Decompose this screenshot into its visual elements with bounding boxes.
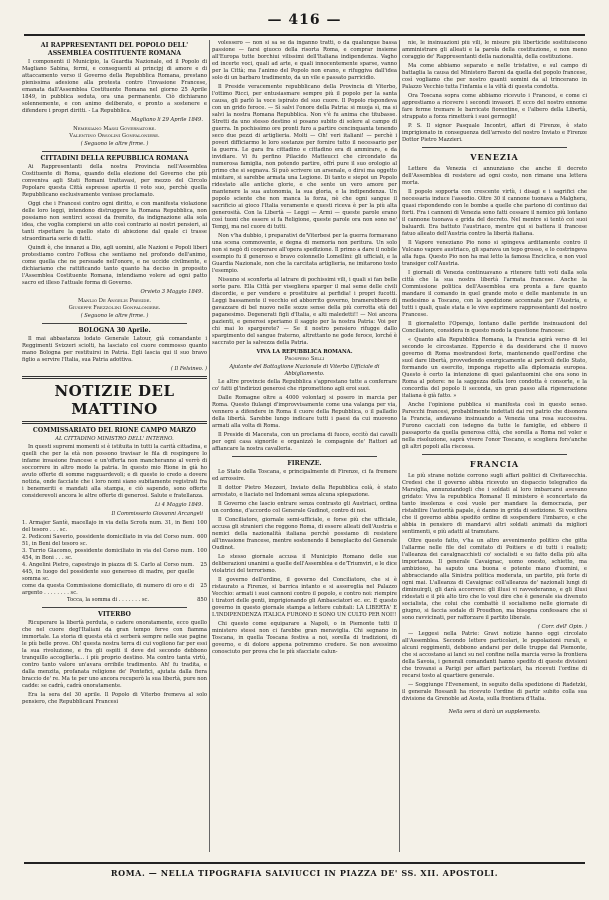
donor: 2. Pediconi Saverio, possidente domiciliato in via del Corso num. 51, in Beni del tesoro sc. [22, 534, 195, 547]
paragraph: Chi questo come equiparare a Napoli, o in Piemonte tutti il ministero stessi non ci farebbe gran meraviglia. Chi segnano in Toscana, in quella Toscana festiva a noi, sorella di tradizioni, di governo, e di dolore appena potremmo credere. Se non avessimo conosciuto per prova che le più sfacciate calun- [212, 621, 397, 655]
table-row [22, 548, 207, 562]
paragraph: Il popolo sopporta con crescente virtù, i disagi e i sagrifici che necessaria induce l'assedio. Oltre 30 il cannone tuonava a Malghera, quasi rispondendo con le bombe a quelle che partono di continuo dai forti. Fra i cannoni di Venezia sono fatti cessare il nemico più lontano il cannone tuonava e grida del decreto. Nel mentre si tentò coi suoi baluardi. Era battuto l'austriaco, mentre qui si battera il francese fatuo alleato dell'Austria contro la libertà italiana. [402, 189, 587, 237]
paragraph: Non v'ha dubbio, i preparativi de'Viterbesi per la guerra formavano una scena commovente, e degna di memoria non peritura. Un solo non si negò di cooperare all'opera spedizione. Il primo a dare il nobile esempio fu il generoso e bravo colonnello Lomellini: gli ufficiali, e la Guardia Nazionale, non che la carcitata artiglieria, ne imitarono tosto l'esempio. [212, 233, 397, 274]
donor: 4. Angelini Pietro, capestrajo in piazza di S. Carlo al Corso num. 445, in luogo del possidente suo generoso di madre, per quelle somma sc. [22, 562, 195, 582]
paragraph: In questi supremi momenti si è istituita in tutti la carità cittadina, e quelli che per la età non possono travisar le fila di respingere lo infame invasione francese e un'offerta non mancheranno al verrò di soccorrere in altro modo la patria. In questo mio Rione in già ho avuto offerte di somme ragguardevoli; e di queste io credo a dovere notizia, onde facciate che i loro nomi siano subitamente registrati fra i benemeriti e mandati alla stampa, e ciò sapendo, sono offerte considerevoli ancora le altre offerte di generosi. Salute e fratellanza. [22, 444, 207, 499]
signature: Prospero Selli [284, 356, 325, 362]
signature: Giuseppe Frezzolini Gonfaloniere. [68, 305, 161, 311]
headline: COMMISSARIATO DEL RIONE CAMPO MARZO [32, 427, 197, 434]
paragraph: Ai Rappresentanti della nostra Provincia nell'Assemblea Costituente di Roma, quando della elezione del Governo che più conveniva agli Stati Romani trattavasi, per mezzo del Circolo Popolare questa Città espresse apertis il voto suo, perchè quella Repubblicano esclusivamente venisse proclamato. [22, 164, 207, 198]
table-row [22, 520, 207, 534]
subheadline: AL CITTADINO MINISTRO DELL' INTERNO. [55, 436, 174, 442]
separator [22, 376, 207, 379]
follow-note: ( Seguono le altre firme. ) [80, 141, 149, 147]
paragraph: Il giornaletto l'Operajo, lontano dalle perfide insinuazioni del Conciliatore, considera in questo modo la questione francese: [402, 321, 587, 334]
total-label: Tocca, la somma di . . . . . . . sc. [67, 597, 150, 603]
dateline: Magliano li 29 Aprile 1849. [131, 117, 203, 123]
table-row [22, 562, 207, 583]
paragraph: — Leggesi nella Patrie: Gravi notizie hanno oggi circolato all'Assemblea. Secondo lettere particolari, le popolazioni rurali, e alcuni reggimenti, debbono andarsi per delle truppe dal Piemonte, che si accostano ai lanci su nel confine nella marcia verso la frontiera della Savoia, i generali comandanti hanno spedito di queste divisioni che trovansi a Parigi per affari particolari, ha ricevuti l'ordine di recarsi tosto al quartiere generale. [402, 631, 587, 679]
separator [232, 456, 377, 457]
total-amount: 850 [197, 597, 207, 603]
paragraph: Oggi che i Francesi contro ogni diritto, e con manifesta violazione delle loro leggi, intendono distruggere la Romana Repubblica, non possiamo non sentirci scossi da fremito, da indignazione alla sola idea, che voglia compiersi un atto così contrario ai nostri pensieri, ai tanti rispettare la quello stato di abiezione dal quale ci trasse straordinaria serie di fatti. [22, 201, 207, 242]
separator [42, 323, 187, 324]
dateline: Orvieto 3 Maggio 1849. [140, 289, 203, 295]
page-number: — 416 — [267, 12, 342, 28]
paragraph: Le più strane notizie corrono sugli affari politici di Civitavecchia. Credesi che il governo abbia ricevuto un dispaccio telegrafico da Marsiglia, annunziandogli che i soldati al loro imbarcarsi avevano gridato: Viva la repubblica Romana! Il ministero è sconcertato da tanto insolenza e così vuole per mandare la democrazia, per ristabilire l'autorità papale, è danno in grida di sedizione. Si vocifera che il governo abbia spedito ordine di sospendere l'imbarco, e che abbia in pensiero di mandarvi altri soldati animati da migliori sentimenti, e più adatti al tramutare. [402, 473, 587, 535]
paragraph: Il Governo che lascio entrare senza contrasto gli Austriaci, ordina un cordone, d'accordo col Generale Gudinot, contro di noi. [212, 501, 397, 514]
slogan: VIVA LA REPUBBLICA ROMANA. [256, 349, 353, 355]
signature: Valentino Orsolini Gonfaloniere. [69, 133, 160, 139]
donor: 1. Armajer Santè, macellajo in via della Scrofa num. 31, in Beni del tesoro . . . sc. [22, 520, 195, 533]
top-rule [24, 34, 585, 36]
paragraph: Oltre questo fatto, v'ha un altro avvenimento politico che gitta l'allarme nelle file del comitato di Poitiers e di tutti i realisti; l'alleanza dei cavalgnacchisti co' socialisti e su fatto della più alta importanza. Il generale Cavaignac, uomo onesto, schietto, ma ambizioso, ha saputo una buona e potente mano d'uomini, e abbracciando alla Sinistra politica moderata, un partito, più forte di ogni mai. L'alleanza di Cavaignac coll'alleanza de' nazionali lungi di diminuirgli, gli darà accorrere: gli illusi vi ravvederanno, e gli illusi ridestati e il più alto tiro che lo voul dire che è generale sia divenuto socialista, che colui che combattè il socialismo nelle giornate di giugno, si faccia sodale di Proudhon, ma bisogna confessare che si sono ravvicinati, per rafforzare il partito liberale. [402, 538, 587, 621]
paragraph: Dalle Romagne oltre a 4000 volontarj si posero in marcia per Roma. Questo flulangi d'improvvisamente come una valanga per via, vennero a difendere in Roma il cuore della Repubblica, o il palladio della libertà. Sarebbe lungo indicare tutti i paesi da cui muovono armati alla volta di Roma. [212, 395, 397, 429]
signature: Nemesiano Massi Governatore. [73, 126, 156, 132]
headline: BOLOGNA 30 Aprile. [78, 327, 151, 334]
column-3 [402, 40, 587, 860]
separator [42, 151, 187, 152]
paragraph: Il Conciliatore, giornale semi-ufficiale, e forse più che ufficiale, accusa gli stranieri che reggono Roma, di essere alleati dell'Austria e nemici della nazionalità italiana perchè possiamo di resistere all'invasione francese, mentre sostenendo il beneplacito del Generale Oudinot. [212, 517, 397, 551]
supplement-note: Nella sera si darà un supplemento. [448, 709, 541, 715]
section-headline: VENEZIA [470, 152, 519, 162]
paragraph: Lettere da Venezia ci annunziano che anche il decreto dell'Assemblea di resistere ad ogni costo, non rimane una lettera morta. [402, 166, 587, 186]
bottom-rule [24, 862, 585, 864]
separator [42, 607, 187, 608]
amount: 25 [200, 562, 207, 568]
source-note: ( Corr. dell' Opin. ) [537, 624, 587, 630]
paragraph: Nissuno si sconforta al latrare di pochissimi vili, i quali si fan belle sorte pare. Ella Città per visegliera sparger il mal seme delle civili discordie, e per vendere e prostituire ai perfidia! i propri fucotti. Leggi bassamente il vecchio ed abborrito governo, bramerebbero di gavazzare di bel nuovo nelle sozze sense della più corrotta età del paganesimo. Degenerati figli d'Italia, e alti maledetti!! — Noi ancora pazienti, e generosi speriamo il saggio per la nostra Patria: Voi per chi mai lo spargerete? — Se il nostro pensiero rifugge dallo spargimento del sangue fraterno, altrettanto ne gode feroce, lorché è saccrato per la salvezza della Patria. [212, 277, 397, 346]
paragraph: Il dottor Pietro Mezzeri, Inviato della Repubblica colà, è stato arrestato, e liaciato nel Indomani senza alcuna spiegazione. [212, 485, 397, 498]
paragraph: Ora Toscana sopra come abbiamo ricevuto i Francesi, e come ci apprestiamo a ricevere i secondi invasori. E ecco del nostro ennome fare ferme tremare le barricate fiorentine, e l'albero della Libertà, strappato a forza rimetterà i suoi germogli! [402, 93, 587, 120]
signature: Manlio De Angelis Preside. [77, 298, 152, 304]
donor: come da questa Commissione domiciliato, di numero di oro e di argento . . . . . . . . sc. [22, 583, 195, 596]
paragraph: Ma come abbiamo separato e nelle tristative, e sul campo di battaglia la causa del Ministero Baroni da quella del popolo francese, così vogliamo che per nostro quanti uomini da al trincerano in Palazzo Vecchio tutta l'infamia e la viltà di questa condotta. [402, 63, 587, 90]
column-2 [212, 40, 397, 860]
section-headline: FRANCIA [469, 459, 520, 469]
paragraph: Il mai abbastanza lodato Generale Latour, già comandante i Reggimenti Svizzeri sciolti, ha lasciato col cuore commosso quanto mano Bologna per restituirsi in Patria. Egli lascia qui il suo bravo figlio a servire l'Italia, sua Patria adottiva. [22, 336, 207, 363]
column-divider [399, 40, 400, 852]
paragraph: Il Vapore veneziano Pio nono si spingeva arditamente contro il Vulcano vapore austriaco, gli sparava un tepo grosso, e lo costringeva alla fuga. Questo Pio non ha mai letto la famosa Enciclica, e non vuol transiger coll'Austria. [402, 240, 587, 267]
follow-note: ( Seguono le altre firme. ) [80, 313, 149, 319]
paragraph: Era la sera del 30 aprile. Il Popolo di Viterbo fremeva al solo pensiero, che Repubblicani Francesi [22, 692, 207, 705]
signature-role: Ajutante del Battaglione Nazionale di Viterbo Ufficiale di Abbigliamento. [229, 364, 380, 377]
headline: FIRENZE. [287, 460, 322, 467]
separator [22, 421, 207, 424]
separator [422, 147, 567, 148]
paragraph: Ricuperare la libertà perduta, o cadere onoratamente, ecco quello che nel cuore degl'Italiani da gran tempo ferve con fiamma immortale. La storia di questa età ci serberà sempre nelle sue pagine le più belle prove. Oh! questa nostra terra di cui vogliono far per essi la sua rivoluzione, e fra gli ospiti il deve del secondo debbono tranquillo accoglierla... i più proprio destino. Ma contro tanta virtù, contro tanto valore un'avara orribile tradimento. Ah! fu tradita, e dalla menzita, profanata religione de' Pontefici, ajutata dalla fiera braccio de' re. Ma te per uno ancora recuperò la sua libertà, pure non cadde: se cadrà, cadrà onoratamente. [22, 620, 207, 689]
paragraph: Il Preside di Macerata, con un proclama di fuoco, eccitò dai cavalli per ogni casa signorile e organizzò le compagnie de' Rattori ad affiancare la nostra cavalleria. [212, 432, 397, 452]
donation-table [22, 520, 207, 604]
printer-footer: ROMA. — NELLA TIPOGRAFIA SALVIUCCI IN PIAZZA DE' SS. XII. APOSTOLI. [110, 868, 499, 878]
amount: 100 [197, 548, 207, 554]
paragraph: Anche l'opinione pubblica si manifesta così in questo senso. Parecchi francesi, probabilmente indettati dai rei patrio che disonora la Francia, andavano insinuando a Venezia una resa successiva. Furono cacciati con isdegno da tutte le famiglie, ed ebbero il passaporto da quella generosa città, che sorella a Roma nel voler e nella risoluzione, saprà vivere l'onor Toscano, e scegliera fors'anche gli altri popoli alla riscossa. [402, 402, 587, 450]
paragraph: Le altre provincie della Repubblica s'apprestano tutte a conferrare co' fatti gl'indirizzi generosi che ripromettono agli eroi suoi. [212, 379, 397, 392]
paragraph: Lo stesso giornale accusa il Municipio Romano delle sue deliberazioni unanimi a quelle dell'Assemblea e de'Triumviri, e le dice violatrici del terrorismo. [212, 554, 397, 574]
paragraph: I giornali di Venezia continuavano a ritenere tutti voti dalla sola città che la sua nostra libertà l'armata francese. Anche la Commissione politica dell'Assemblea era pronta a fare quanto mandare il comando in quel grande moto e delle mantenute in un medesimo a Toscano, con la spedizione accennata per l'Austria, e tutti i quali, quale stata e le vive esprimere rappresentanti del nostro Francese. [402, 270, 587, 318]
dateline: Li 4 Maggio 1849. [154, 502, 203, 508]
paragraph: Il governo dell'ordine, il governo del Conciliatore, che si è ristaurato a Firenze, si barrica intanto e si assereglia nel Palazzo Vecchio: armati i suoi cannoni contro il popolo, e contro noi: riempire i tiratori delle genti, imprigionando gli Ambasciatori ec. ec. E questo governo in questo giornale stampa a lettere cubitali: LA LIBERTA' E L'INDIPENDENZA ITALICA FURONO E SONO UN CULTO PER NOI!! [212, 577, 397, 618]
paragraph: Quindi è, che innanzi a Dio, agli uomini, alle Nazioni e Popoli liberi protestiamo contro l'offesa che sentiamo nel profondo dell'animo, come quella che ne persuade nell'onore, e ne uccide civilmente, e dichiariamo che rattificando tanto quanto ha deciso in proposito l'Assemblea Costituente Romana, intendiamo volere ad ogni patto sacro ed illeso l'attuale forma di Governo. [22, 245, 207, 286]
amount: 600 [197, 534, 207, 540]
section-title: NOTIZIE DEL MATTINO [54, 382, 175, 418]
amount: 25 [200, 583, 207, 589]
amount: 100 [197, 520, 207, 526]
paragraph: Lo Stato della Toscana, e principalmente di Firenze, ci fa fremere ed arrossire. [212, 469, 397, 482]
paragraph: — Soggiunge l'Evenement, in seguito della spedizione di Radetzki, il generale Rossanli ha ricevuto l'ordine di partir subito colla sua divisione da Grenoble ad Aosta, sulla frontiera d'Italia. [402, 682, 587, 702]
paragraph: volessero — non si sa se da inganno tratti, o da qualunque bassa passione — farsi giuoco della risorta Roma, e comprar insieme all'Europa tutte borchiui vilissimi dell'Italiana indipendenza. Vagho ed incerte voci, quali ad arte, e quali innocentemente sparse, vanno per la Città; ma l'animo del Popolo non erano, e rifuggiva dall'idea solo di un barbaro tradimento, da un vile e passato parricidio. [212, 40, 397, 81]
headline: CITTADINI DELLA REPUBBLICA ROMANA [40, 155, 189, 162]
column-1 [22, 40, 207, 860]
column-divider [209, 40, 210, 852]
paragraph: P. S. Il signor Pasquale Incontri, affari di Firenze, è stato imprigionato in conseguenza dell'arresto del nostro Inviato e Firenze Dottor Pietro Mazzieri. [402, 123, 587, 143]
table-row [22, 583, 207, 597]
source-note: ( Il Felsineo. ) [170, 366, 207, 372]
paragraph: nie, le insinuazioni più vili, le misure più liberticide sostituiscono amministrare gli alleati e la parola della costituzione, e non meno coraggio de' Rappresentanti della nazionalità, della costituzione. [402, 40, 587, 60]
paragraph: Il Preside veracemente repubblicano della Provincia di Viterbo, l'ottimo Ricci, per entusiasmare sempre più il popolo per la santa causa, gli parlò la voce ispirato del suo cuore. Il Popolo rispondeva con un grido feroce. — Sì salvi l'onore della Patria: si muoja sì, ma si salvi la nostra Romana Repubblica. Non v'è fu anima che titubasse. Stretti da uno stesso destino si posano subito di solere al campo di guerra. In pochissimo ore pronti furo a partire cencinquanta tenendo seco due pezzi di artiglieria. Molti — Oh! veri italiani! — perchè i poveri difficiarmo le loro sostanze per fornire tutto il necessario per la guerra. Le gara fra cittadino e cittadino era di ammirare, e da invidiare. Vi fu perfino Pilacido Matteucci che circondato da numerosa famiglia, non potendo partire, offrì pure il suo orologio al primo che si segnava. Si può scrivere un arsenale, o dirsi ma oggetto misitare, si sarebbe armata una Legione. Di tanto e siepoi un Popolo ridestato alle antiche glorie, e che sente un vero amore per mantenere la sua autonomia, la sua gloria, e la indipendenza. Un popolo sciente che non manca la forza, nè che ogni sangue il sacrificio ai gioco l'Italia veramente e questi riceva è per la più alta generosità. Con la Libertà — Leggi — Armi — queste parole erano così tuoni che essere si fa Religione, queste parole ora non sono ne' Tempj, ma nel cuore di tutti. [212, 84, 397, 230]
paragraph: « Quanto alla Repubblica Romana, la Francia agirà verso di lei secondo le circostanze. Eppercio è da desiderarsi che il nuovo governo di Roma mostrandosi forte, mantenendo quell'ordine che suol dare libertà, provvedendo energicamente ai pericoli dello Stato, formando un esercito, imponga rispetto alla diplomazia europea. Questo è certo la intenzione di quei galantuomini che ora sono in Roma al potere: ne la saggezza della loro condotta è consorte, e la concordia del popolo li seconda, un gran passo alla rigenerazione italiana è già fatto. » [402, 337, 587, 399]
headline: AI RAPPRESENTANTI DEL POPOLO DELL' ASSEMBLEA COSTITUENTE ROMANA [40, 42, 189, 57]
table-row [22, 534, 207, 548]
donor: 3. Turrio Giacomo, possidente domiciliato in via del Corso num. 454, in Boni . . . sc. [22, 548, 195, 561]
paragraph: I componenti il Municipio, la Guardia Nazionale, ed il Popolo di Magliano Sabina, fermi, e conseguenti ai principj di amore e di attaccamento verso il Governo della Repubblica Romana, prestano pienissima adesione alla protesta contro l'invasione Francese, emanata dall'Assemblea Costituente Romana nel giorno 25 Aprile 1849, in pubblica seduta, ora una permanente. Ciò dichiarano solennemente, e con animo deliberato, e pronto a sostenere e difendere i propri diritti. - La Repubblica. [22, 59, 207, 114]
signature: Il Commissario Giovanni Arcangeli [111, 511, 203, 517]
total-row [22, 597, 207, 604]
separator [422, 454, 567, 455]
headline: VITERBO [98, 611, 131, 618]
